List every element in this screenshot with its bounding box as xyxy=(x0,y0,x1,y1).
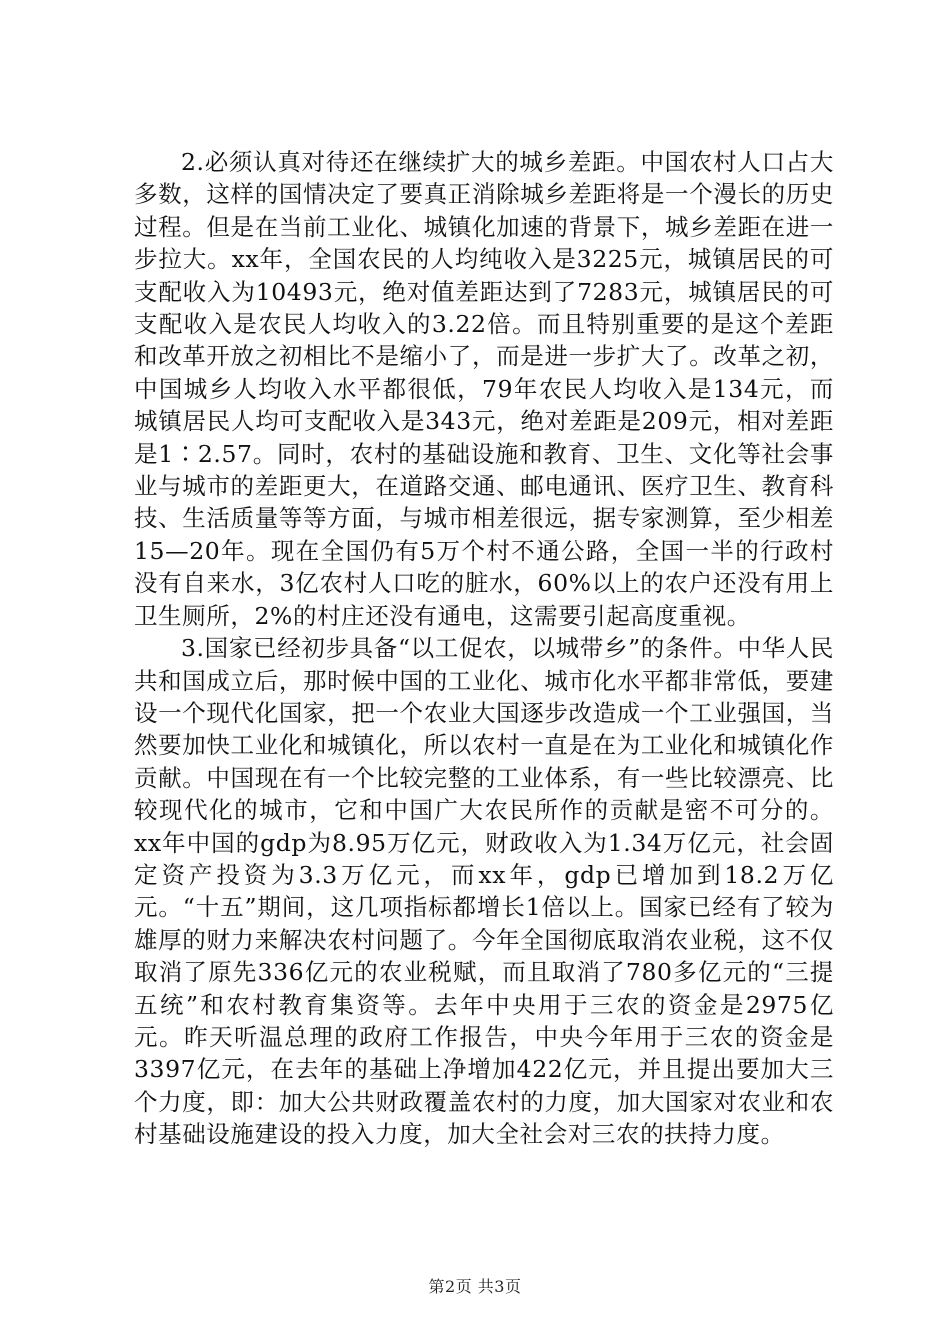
page-number-footer: 第2页 共3页 xyxy=(428,1277,522,1296)
paragraph-urban-rural-gap: 2.必须认真对待还在继续扩大的城乡差距。中国农村人口占大多数，这样的国情决定了要真正消除城乡差距将是一个漫长的历史过程。但是在当前工业化、城镇化加速的背景下，城乡差距在进一步拉大。xx年，全国农民的人均纯收入是3225元，城镇居民的可支配收入为10493元，绝对值差距达到了7283元，城镇居民的可支配收入是农民人均收入的3.22倍。而且特别重要的是这个差距和改革开放之初相比不是缩小了，而是进一步扩大了。改革之初，中国城乡人均收入水平都很低，79年农民人均收入是134元，而城镇居民人均可支配收入是343元，绝对差距是209元，相对差距是1∶2.57。同时，农村的基础设施和教育、卫生、文化等社会事业与城市的差距更大，在道路交通、邮电通讯、医疗卫生、教育科技、生活质量等等方面，与城市相差很远，据专家测算，至少相差15—20年。现在全国仍有5万个村不通公路，全国一半的行政村没有自来水，3亿农村人口吃的脏水，60%以上的农户还没有用上卫生厕所，2%的村庄还没有通电，这需要引起高度重视。 xyxy=(134,148,834,630)
paragraph-industry-supports-agriculture: 3.国家已经初步具备“以工促农，以城带乡”的条件。中华人民共和国成立后，那时候中国的工业化、城市化水平都非常低，要建设一个现代化国家，把一个农业大国逐步改造成一个工业强国，当然要加快工业化和城镇化，所以农村一直是在为工业化和城镇化作贡献。中国现在有一个比较完整的工业体系，有一些比较漂亮、比较现代化的城市，它和中国广大农民所作的贡献是密不可分的。xx年中国的gdp为8.95万亿元，财政收入为1.34万亿元，社会固定资产投资为3.3万亿元，而xx年，gdp已增加到18.2万亿元。“十五”期间，这几项指标都增长1倍以上。国家已经有了较为雄厚的财力来解决农村问题了。今年全国彻底取消农业税，这不仅取消了原先336亿元的农业税赋，而且取消了780多亿元的“三提五统”和农村教育集资等。去年中央用于三农的资金是2975亿元。昨天听温总理的政府工作报告，中央今年用于三农的资金是3397亿元，在去年的基础上净增加422亿元，并且提出要加大三个力度，即：加大公共财政覆盖农村的力度，加大国家对农业和农村基础设施建设的投入力度，加大全社会对三农的扶持力度。 xyxy=(134,634,834,1149)
document-body xyxy=(134,146,834,1151)
